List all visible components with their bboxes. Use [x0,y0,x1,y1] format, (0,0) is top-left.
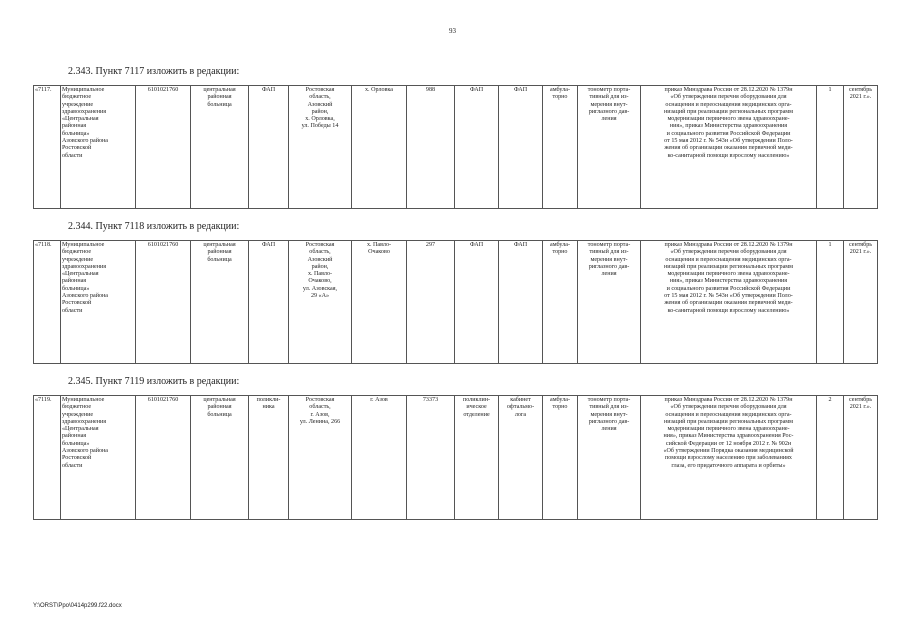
cell-quantity: 1 [817,241,844,364]
cell-date: сентябрь 2021 г.». [844,396,878,520]
cell-address: Ростовская область, г. Азов, ул. Ленина, 266 [289,396,352,520]
cell-population: 988 [407,86,455,209]
cell-number: «7117. [34,86,61,209]
cell-equipment: тонометр порта- тивный для из- мерения внут- риглазного дав- ления [578,241,641,364]
cell-quantity: 2 [817,396,844,520]
cell-basis: приказ Минздрава России от 28.12.2020 № 1379н «Об утверждении перечня оборудования для оснащения и переоснащения медицинских орга- низаций при реализации региональных программ модернизации первичного звена здравоохране- ния», приказ Министерства здравоохранения и социального развития Российской Федерации от 15 мая 2012 г. № 543н «Об утверждении Поло- жения об организации оказания первичной меди- ко-санитарной помощи взрослому населению» [641,86,817,209]
cell-unit: ФАП [249,241,289,364]
cell-subdivision: ФАП [455,86,499,209]
cell-quantity: 1 [817,86,844,209]
cell-inn: 6101021760 [136,396,191,520]
cell-address: Ростовская область, Азовский район, х. Павло- Очаково, ул. Азовская, 29 «А» [289,241,352,364]
cell-subdivision: поликлин- ическое отделение [455,396,499,520]
cell-org-type: центральная районная больница [191,396,249,520]
cell-population: 297 [407,241,455,364]
cell-org-type: центральная районная больница [191,86,249,209]
cell-subdivision: ФАП [455,241,499,364]
table-row-7118 [33,240,878,364]
cell-room: ФАП [499,86,543,209]
cell-org-type: центральная районная больница [191,241,249,364]
section-heading-7118: 2.344. Пункт 7118 изложить в редакции: [68,221,240,232]
cell-locality: х. Павло- Очаково [352,241,407,364]
cell-basis: приказ Минздрава России от 28.12.2020 № 1379н «Об утверждении перечня оборудования для оснащения и переоснащения медицинских орга- низаций при реализации региональных программ модернизации первичного звена здравоохране- ния», приказ Министерства здравоохранения и социального развития Российской Федерации от 15 мая 2012 г. № 543н «Об утверждении Поло- жения об организации оказания первичной меди- ко-санитарной помощи взрослому населению» [641,241,817,364]
cell-care-form: амбула- торно [543,86,578,209]
cell-address: Ростовская область, Азовский район, х. Орловка, ул. Победы 14 [289,86,352,209]
cell-locality: г. Азов [352,396,407,520]
cell-room: кабинет офтальмо- лога [499,396,543,520]
cell-organization: Муниципальное бюджетное учреждение здравоохранения «Центральная районная больница» Азовского района Ростовской области [61,86,136,209]
cell-care-form: амбула- торно [543,396,578,520]
page-number: 93 [449,27,456,35]
cell-date: сентябрь 2021 г.». [844,86,878,209]
cell-unit: поликли- ника [249,396,289,520]
section-heading-7119: 2.345. Пункт 7119 изложить в редакции: [68,376,240,387]
cell-organization: Муниципальное бюджетное учреждение здравоохранения «Центральная районная больница» Азовского района Ростовской области [61,241,136,364]
cell-organization: Муниципальное бюджетное учреждение здравоохранения «Центральная районная больница» Азовского района Ростовской области [61,396,136,520]
cell-number: «7119. [34,396,61,520]
cell-inn: 6101021760 [136,86,191,209]
cell-population: 73373 [407,396,455,520]
cell-unit: ФАП [249,86,289,209]
cell-equipment: тонометр порта- тивный для из- мерения внут- риглазного дав- ления [578,86,641,209]
cell-basis: приказ Минздрава России от 28.12.2020 № 1379н «Об утверждении перечня оборудования для оснащения и переоснащения медицинских орга- низаций при реализации региональных программ модернизации первичного звена здравоохране- ния», приказ Министерства здравоохранения Рос- сийской Федерации от 12 ноября 2012 г. № 902н «Об утверждении Порядка оказания медицинской помощи взрослому населению при заболеваниях глаза, его придаточного аппарата и орбиты» [641,396,817,520]
cell-care-form: амбула- торно [543,241,578,364]
cell-locality: х. Орловка [352,86,407,209]
footer-file-path: Y:\ORST\Ppo\0414p299.f22.docx [33,603,122,609]
table-row-7119 [33,395,878,520]
section-heading-7117: 2.343. Пункт 7117 изложить в редакции: [68,66,240,77]
table-row-7117 [33,85,878,209]
cell-equipment: тонометр порта- тивный для из- мерения внут- риглазного дав- ления [578,396,641,520]
cell-date: сентябрь 2021 г.». [844,241,878,364]
cell-number: «7118. [34,241,61,364]
cell-inn: 6101021760 [136,241,191,364]
cell-room: ФАП [499,241,543,364]
